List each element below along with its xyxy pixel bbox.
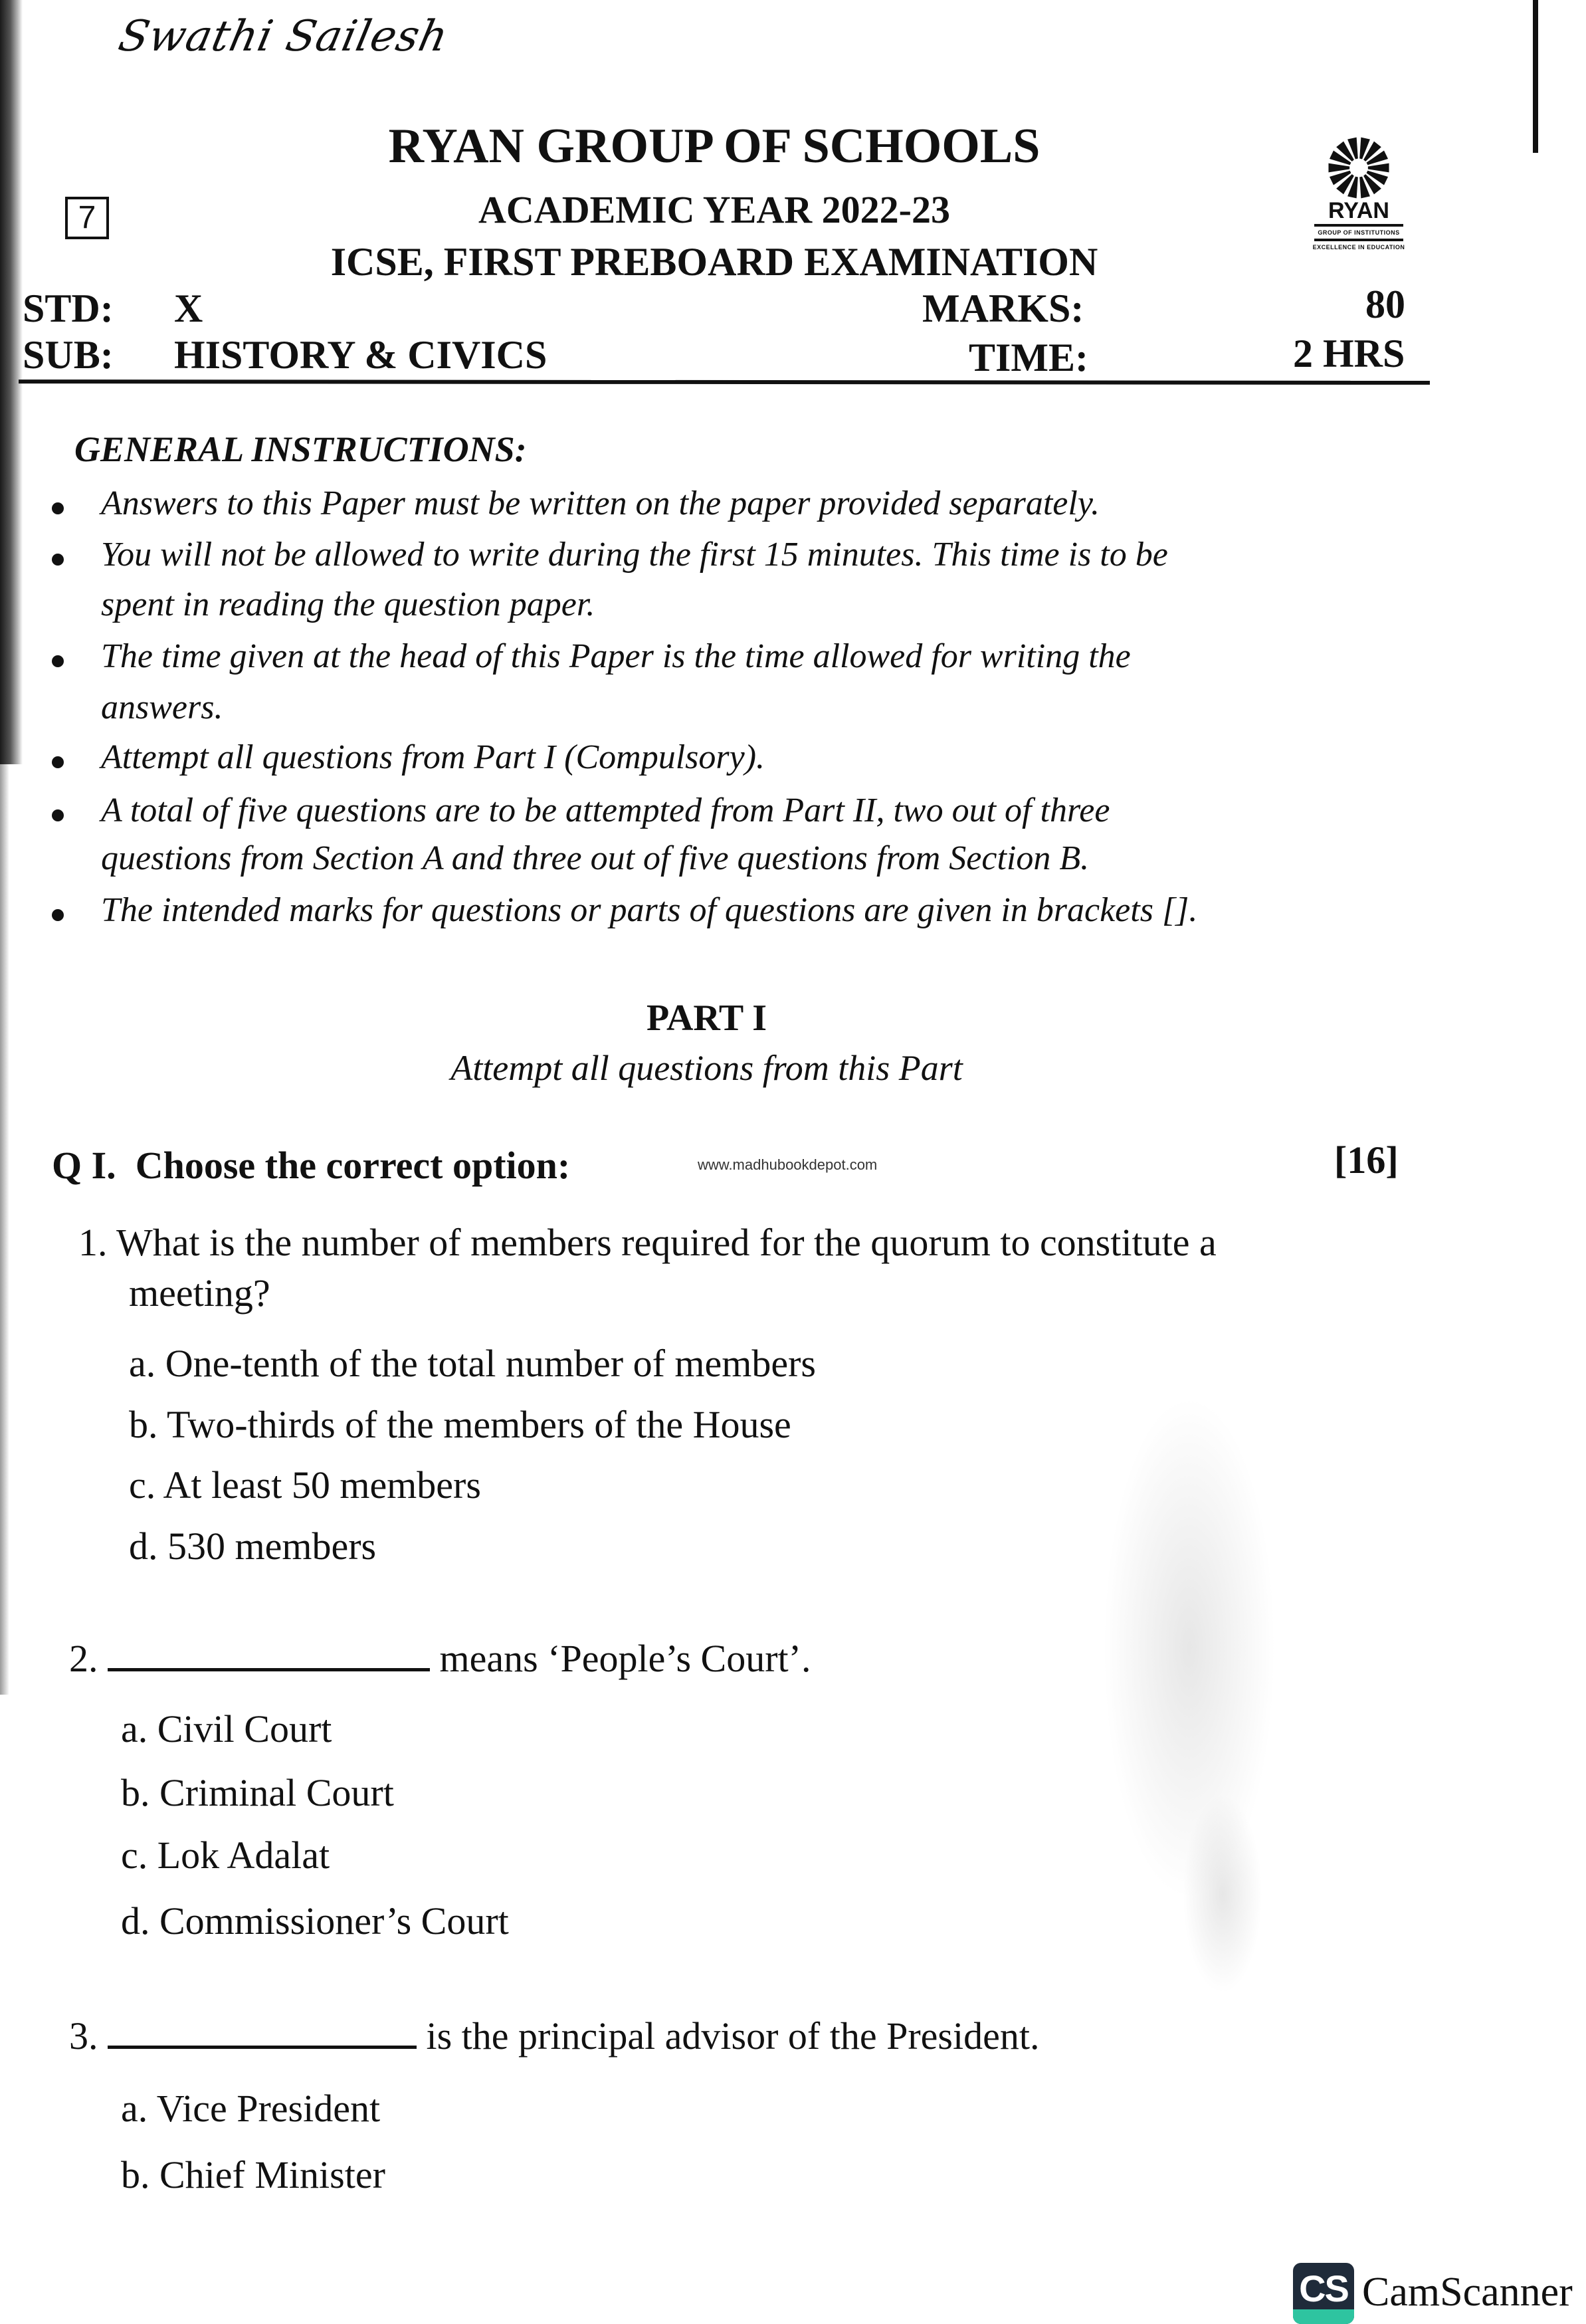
watermark-url: www.madhubookdepot.com bbox=[698, 1156, 878, 1173]
school-logo bbox=[1302, 136, 1415, 251]
option-c: c. At least 50 members bbox=[129, 1463, 481, 1507]
option-a: a. One-tenth of the total number of members bbox=[129, 1342, 817, 1385]
question-block-marks: [16] bbox=[1334, 1138, 1399, 1182]
logo-tagline-1: GROUP OF INSTITUTIONS bbox=[1318, 229, 1400, 236]
camscanner-icon: CS bbox=[1299, 2268, 1348, 2309]
instruction-text-cont: answers. bbox=[101, 688, 223, 726]
question-block-label: Q I. bbox=[52, 1144, 116, 1187]
logo-tagline-2: EXCELLENCE IN EDUCATION bbox=[1312, 244, 1405, 251]
part-heading: PART I bbox=[646, 998, 767, 1039]
answer-blank bbox=[108, 2019, 417, 2049]
option-b: b. Criminal Court bbox=[121, 1771, 394, 1814]
instruction-text: Answers to this Paper must be written on the paper provided separately. bbox=[101, 484, 1100, 522]
option-a: a. Civil Court bbox=[121, 1707, 332, 1750]
option-b: b. Chief Minister bbox=[121, 2153, 385, 2196]
bullet-icon bbox=[52, 909, 64, 921]
question-text: What is the number of members required for the quorum to constitute a bbox=[116, 1221, 1217, 1264]
page-number-box: 7 bbox=[65, 197, 109, 239]
option-a: a. Vice President bbox=[121, 2087, 381, 2130]
option-c: c. Lok Adalat bbox=[121, 1834, 330, 1877]
sunburst-ray bbox=[1328, 163, 1349, 173]
paper-smudge bbox=[1183, 1794, 1262, 1994]
subject-label: SUB: bbox=[23, 333, 114, 377]
instruction-text: You will not be allowed to write during the first 15 minutes. This time is to be bbox=[101, 536, 1168, 574]
instruction-text: The time given at the head of this Paper is the time allowed for writing the bbox=[101, 637, 1131, 675]
bullet-icon bbox=[52, 554, 64, 566]
camscanner-logo bbox=[1293, 2263, 1354, 2324]
question-text: is the principal advisor of the President. bbox=[426, 2014, 1040, 2058]
academic-year: ACADEMIC YEAR 2022-23 bbox=[478, 188, 950, 231]
subject-value: HISTORY & CIVICS bbox=[174, 333, 547, 377]
bullet-icon bbox=[52, 756, 64, 768]
question-text: means ‘People’s Court’. bbox=[439, 1637, 811, 1680]
instruction-text: Attempt all questions from Part I (Compulsory). bbox=[101, 738, 765, 776]
camscanner-accent-band bbox=[1293, 2309, 1354, 2324]
question-number: 1. bbox=[78, 1221, 108, 1264]
instruction-text-cont: questions from Section A and three out of five questions from Section B. bbox=[101, 839, 1090, 877]
question-text-cont: meeting? bbox=[129, 1271, 270, 1315]
sunburst-icon bbox=[1326, 136, 1392, 199]
question-3 bbox=[69, 2014, 1039, 2058]
question-number: 2. bbox=[69, 1637, 98, 1680]
school-title: RYAN GROUP OF SCHOOLS bbox=[388, 119, 1041, 173]
sunburst-ray bbox=[1368, 163, 1389, 173]
bullet-icon bbox=[52, 502, 64, 514]
option-d: d. 530 members bbox=[129, 1525, 377, 1568]
marks-value: 80 bbox=[1365, 282, 1405, 326]
logo-wordmark: RYAN bbox=[1328, 198, 1389, 223]
question-block-title: Choose the correct option: bbox=[135, 1144, 571, 1187]
logo-divider bbox=[1314, 239, 1403, 241]
header-divider bbox=[19, 379, 1430, 385]
instruction-text: A total of five questions are to be attempted from Part II, two out of three bbox=[101, 792, 1110, 829]
handwritten-name: Swathi Sailesh bbox=[114, 12, 453, 61]
bullet-icon bbox=[52, 809, 64, 821]
scan-edge-right bbox=[1533, 0, 1538, 153]
instructions-heading: GENERAL INSTRUCTIONS: bbox=[74, 429, 527, 469]
scan-shadow-left-lower bbox=[0, 764, 9, 1695]
time-value: 2 HRS bbox=[1293, 332, 1405, 375]
question-number: 3. bbox=[69, 2014, 98, 2058]
instruction-text: The intended marks for questions or parts of questions are given in brackets []. bbox=[101, 891, 1198, 929]
option-d: d. Commissioner’s Court bbox=[121, 1899, 509, 1943]
std-label: STD: bbox=[23, 286, 114, 330]
question-2 bbox=[69, 1636, 811, 1681]
question-block-heading bbox=[52, 1143, 570, 1188]
question-1 bbox=[78, 1220, 1217, 1265]
instruction-text-cont: spent in reading the question paper. bbox=[101, 585, 595, 623]
part-subheading: Attempt all questions from this Part bbox=[450, 1048, 963, 1088]
time-label: TIME: bbox=[969, 336, 1088, 379]
answer-blank bbox=[108, 1641, 430, 1671]
bullet-icon bbox=[52, 655, 64, 667]
exam-title: ICSE, FIRST PREBOARD EXAMINATION bbox=[330, 240, 1098, 284]
camscanner-name: CamScanner bbox=[1362, 2270, 1573, 2315]
std-value: X bbox=[174, 286, 203, 330]
logo-divider bbox=[1314, 224, 1403, 227]
option-b: b. Two-thirds of the members of the House bbox=[129, 1403, 791, 1446]
marks-label: MARKS: bbox=[922, 286, 1084, 330]
